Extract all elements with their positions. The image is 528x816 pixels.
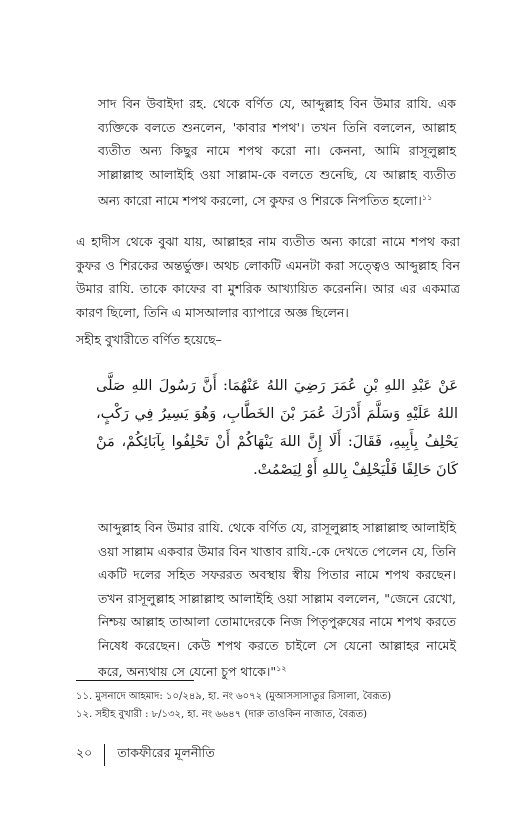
lead-in-line: সহীহ বুখারীতে বর্ণিত হয়েছে– <box>76 332 222 347</box>
book-title: তাকফীরের মূলনীতি <box>117 745 215 760</box>
footnotes <box>76 688 391 724</box>
footer-divider <box>104 744 105 766</box>
translation-text: আব্দুল্লাহ বিন উমার রাযি. থেকে বর্ণিত যে, রাসূলুল্লাহ সাল্লাল্লাহু আলাইহি ওয়া সাল্লাম একবার উমার বিন খাত্তাব রাযি.-কে দেখতে পেলেন যে, তিনি একটি দলের সহিত সফররত অবস্থায় স্বীয় পিতার নামে শপথ করছেন। তখন রাসূলুল্লাহ সাল্লাল্লাহু আলাইহি ওয়া সাল্লাম বললেন, "জেনে রেখো, নিশ্চয় আল্লাহ তাআলা তোমাদেরকে নিজ পিতৃপুরুষের নামে শপথ করতে নিষেধ করেছেন। কেউ শপথ করতে চাইলে সে যেনো আল্লাহর নামেই করে, অন্যথায় সে যেনো চুপ থাকে।" <box>98 520 456 680</box>
translation-block <box>98 516 456 684</box>
arabic-hadith-text: عَنْ عَبْدِ اللهِ بْنِ عُمَرَ رَضِيَ اللهُ عَنْهُمَا: أَنَّ رَسُولَ اللهِ صَلَّى اللهُ عَلَيْهِ وَسَلَّمَ أَدْرَكَ عُمَرَ بْنَ الخَطَّابِ، وَهُوَ يَسِيرُ فِي رَكْبٍ، يَحْلِفُ بِأَبِيهِ، فَقَالَ: أَلَا إِنَّ اللهَ يَنْهَاكُمْ أَنْ تَحْلِفُوا بِآبَائِكُمْ، مَنْ كَانَ حَالِفًا فَلْيَحْلِفْ بِاللهِ أَوْ لِيَصْمُتْ. <box>96 378 458 478</box>
footnote-ref-11: ১১ <box>421 193 433 202</box>
commentary-paragraph: এ হাদীস থেকে বুঝা যায়, আল্লাহর নাম ব্যতীত অন্য কারো নামে শপথ করা কুফর ও শিরকের অন্তর্ভুক্ত। অথচ লোকটি এমনটা করা সত্ত্বেও আব্দুল্লাহ বিন উমার রাযি. তাকে কাফের বা মুশরিক আখ্যায়িত করেননি। আর এর একমাত্র কারণ ছিলো, তিনি এ মাসআলার ব্যাপারে অজ্ঞ ছিলেন। <box>76 234 460 320</box>
page-footer <box>76 744 215 766</box>
page-number: ২০ <box>76 745 93 760</box>
footnote-12: ১২. সহীহ বুখারী : ৮/১৩২, হা. নং ৬৬৪৭ (দারু তাওকিন নাজাত, বৈরূত) <box>76 709 368 720</box>
footnote-divider <box>76 680 194 681</box>
footnote-11: ১১. মুসনাদে আহমাদ: ১০/২৪৯, হা. নং ৬০৭২ (মুআসসাসাতুর রিসালা, বৈরূত) <box>76 691 392 702</box>
hadith-quote-block <box>98 92 456 213</box>
footnote-ref-12: ১২ <box>276 664 287 673</box>
quote-text: সাদ বিন উবাইদা রহ. থেকে বর্ণিত যে, আব্দুল্লাহ বিন উমার রাযি. এক ব্যক্তিকে বলতে শুনলেন, 'কাবার শপথ'। তখন তিনি বললেন, আল্লাহ ব্যতীত অন্য কিছুর নামে শপথ করো না। কেননা, আমি রাসূলুল্লাহ সাল্লাল্লাহু আলাইহি ওয়া সাল্লাম-কে বলতে শুনেছি, যে আল্লাহ ব্যতীত অন্য কারো নামে শপথ করলো, সে কুফর ও শিরকে নিপতিত হলো। <box>98 96 456 209</box>
